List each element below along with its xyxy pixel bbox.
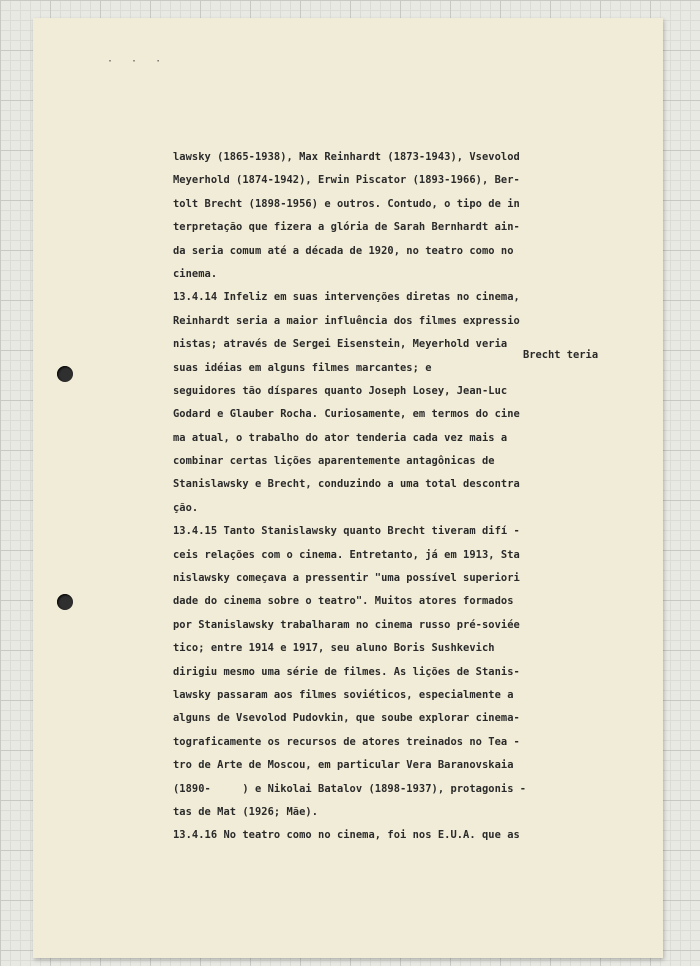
punch-hole-bottom (57, 594, 73, 610)
text-line-03: tolt Brecht (1898-1956) e outros. Contudo, o tipo de in (173, 197, 520, 210)
text-line-05: da seria comum até a década de 1920, no teatro como no (173, 244, 514, 257)
text-line-04: terpretação que fizera a glória de Sarah Bernhardt ain- (173, 221, 520, 234)
text-line-22: tico; entre 1914 e 1917, seu aluno Boris Sushkevich (173, 642, 495, 655)
text-line-01: lawsky (1865-1938), Max Reinhardt (1873-1943), Vsevolod (173, 151, 520, 163)
typewritten-text (173, 146, 638, 848)
text-line-14: combinar certas lições aparentemente antagônicas de (173, 455, 495, 468)
text-line-24: lawsky passaram aos filmes soviéticos, especialmente a (173, 688, 514, 701)
text-line-13: ma atual, o trabalho do ator tenderia cada vez mais a (173, 431, 508, 444)
text-line-30: 13.4.16 No teatro como no cinema, foi nos E.U.A. que as (173, 829, 520, 842)
text-line-08: Reinhardt seria a maior influência dos filmes expressio (173, 314, 520, 327)
interlinear-correction: Brecht teria (523, 349, 599, 361)
text-line-18: ceis relações com o cinema. Entretanto, já em 1913, Sta (173, 548, 520, 561)
text-line-26: tograficamente os recursos de atores treinados no Tea - (173, 735, 520, 748)
text-line-12: Godard e Glauber Rocha. Curiosamente, em termos do cine (173, 408, 520, 421)
text-line-23: dirigiu mesmo uma série de filmes. As lições de Stanis- (173, 665, 520, 678)
text-line-28: (1890- ) e Nikolai Batalov (1898-1937), protagonis - (173, 782, 527, 795)
text-line-11: seguidores tão díspares quanto Joseph Losey, Jean-Luc (173, 384, 508, 397)
punch-hole-top (57, 366, 73, 382)
text-line-10: suas idéias em alguns filmes marcantes; e (173, 361, 432, 374)
text-line-20: dade do cinema sobre o teatro". Muitos atores formados (173, 595, 514, 608)
text-line-07: 13.4.14 Infeliz em suas intervenções diretas no cinema, (173, 291, 520, 304)
text-line-21: por Stanislawsky trabalharam no cinema russo pré-soviée (173, 618, 520, 631)
text-line-25: alguns de Vsevolod Pudovkin, que soube explorar cinema- (173, 712, 520, 725)
text-line-16: ção. (173, 501, 199, 514)
text-line-06: cinema. (173, 267, 218, 280)
text-line-29: tas de Mat (1926; Mãe). (173, 805, 319, 818)
text-line-17: 13.4.15 Tanto Stanislawsky quanto Brecht tiveram difí - (173, 525, 520, 538)
text-line-15: Stanislawsky e Brecht, conduzindo a uma total descontra (173, 478, 520, 491)
text-line-27: tro de Arte de Moscou, em particular Vera Baranovskaia (173, 759, 514, 772)
text-line-09: nistas; através de Sergei Eisenstein, Meyerhold veria (173, 338, 508, 351)
corner-marks: · · · (107, 56, 168, 67)
text-line-02: Meyerhold (1874-1942), Erwin Piscator (1893-1966), Ber- (173, 174, 520, 187)
text-line-19: nislawsky começava a pressentir "uma possível superiori (173, 572, 520, 585)
